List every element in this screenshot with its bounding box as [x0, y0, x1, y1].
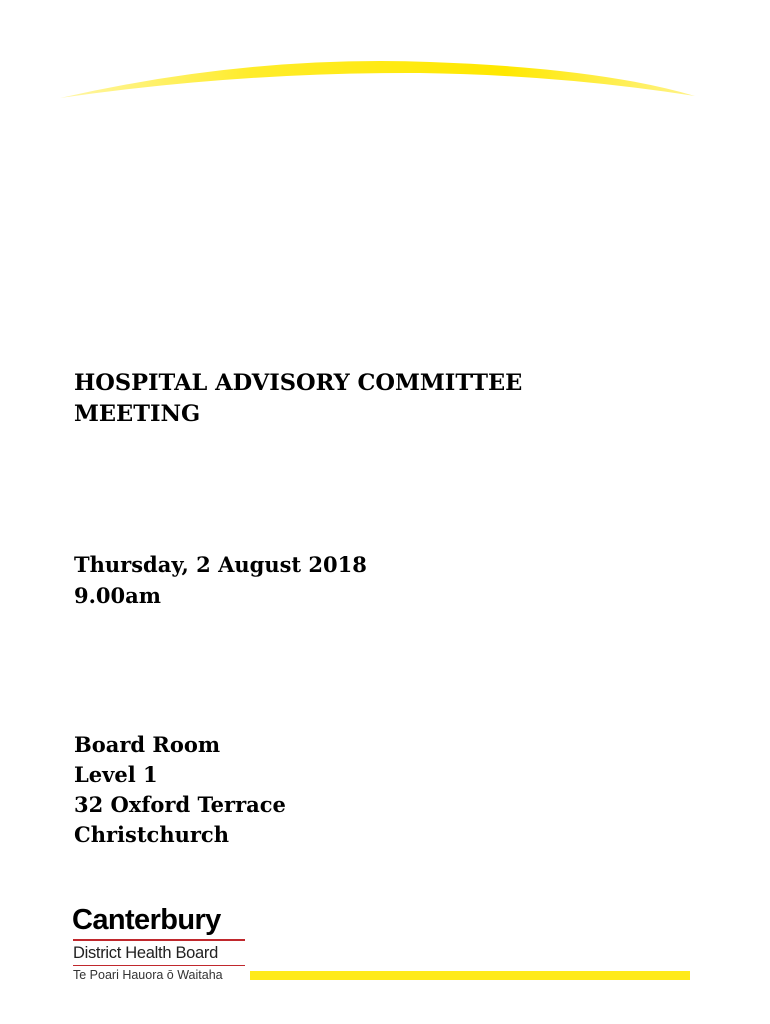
venue-level: Level 1	[74, 762, 158, 787]
logo-divider	[73, 939, 245, 941]
logo-divider-2	[73, 965, 245, 966]
venue-address: 32 Oxford Terrace	[74, 792, 286, 817]
meeting-time: 9.00am	[74, 583, 161, 608]
meeting-title	[74, 368, 634, 430]
logo-maori-name: Te Poari Hauora ō Waitaha	[73, 967, 223, 982]
meeting-venue	[74, 730, 286, 850]
title-line-1: HOSPITAL ADVISORY COMMITTEE	[74, 370, 523, 396]
meeting-date: Thursday, 2 August 2018	[74, 552, 367, 577]
venue-room: Board Room	[74, 732, 221, 757]
meeting-schedule	[74, 549, 367, 611]
cdhb-logo	[72, 904, 252, 982]
logo-name: Canterbury	[72, 904, 221, 936]
yellow-footer-bar	[250, 971, 690, 980]
logo-subtitle: District Health Board	[73, 943, 219, 962]
title-line-2: MEETING	[74, 401, 201, 427]
yellow-swoosh-decoration	[0, 0, 770, 120]
venue-city: Christchurch	[74, 822, 229, 847]
